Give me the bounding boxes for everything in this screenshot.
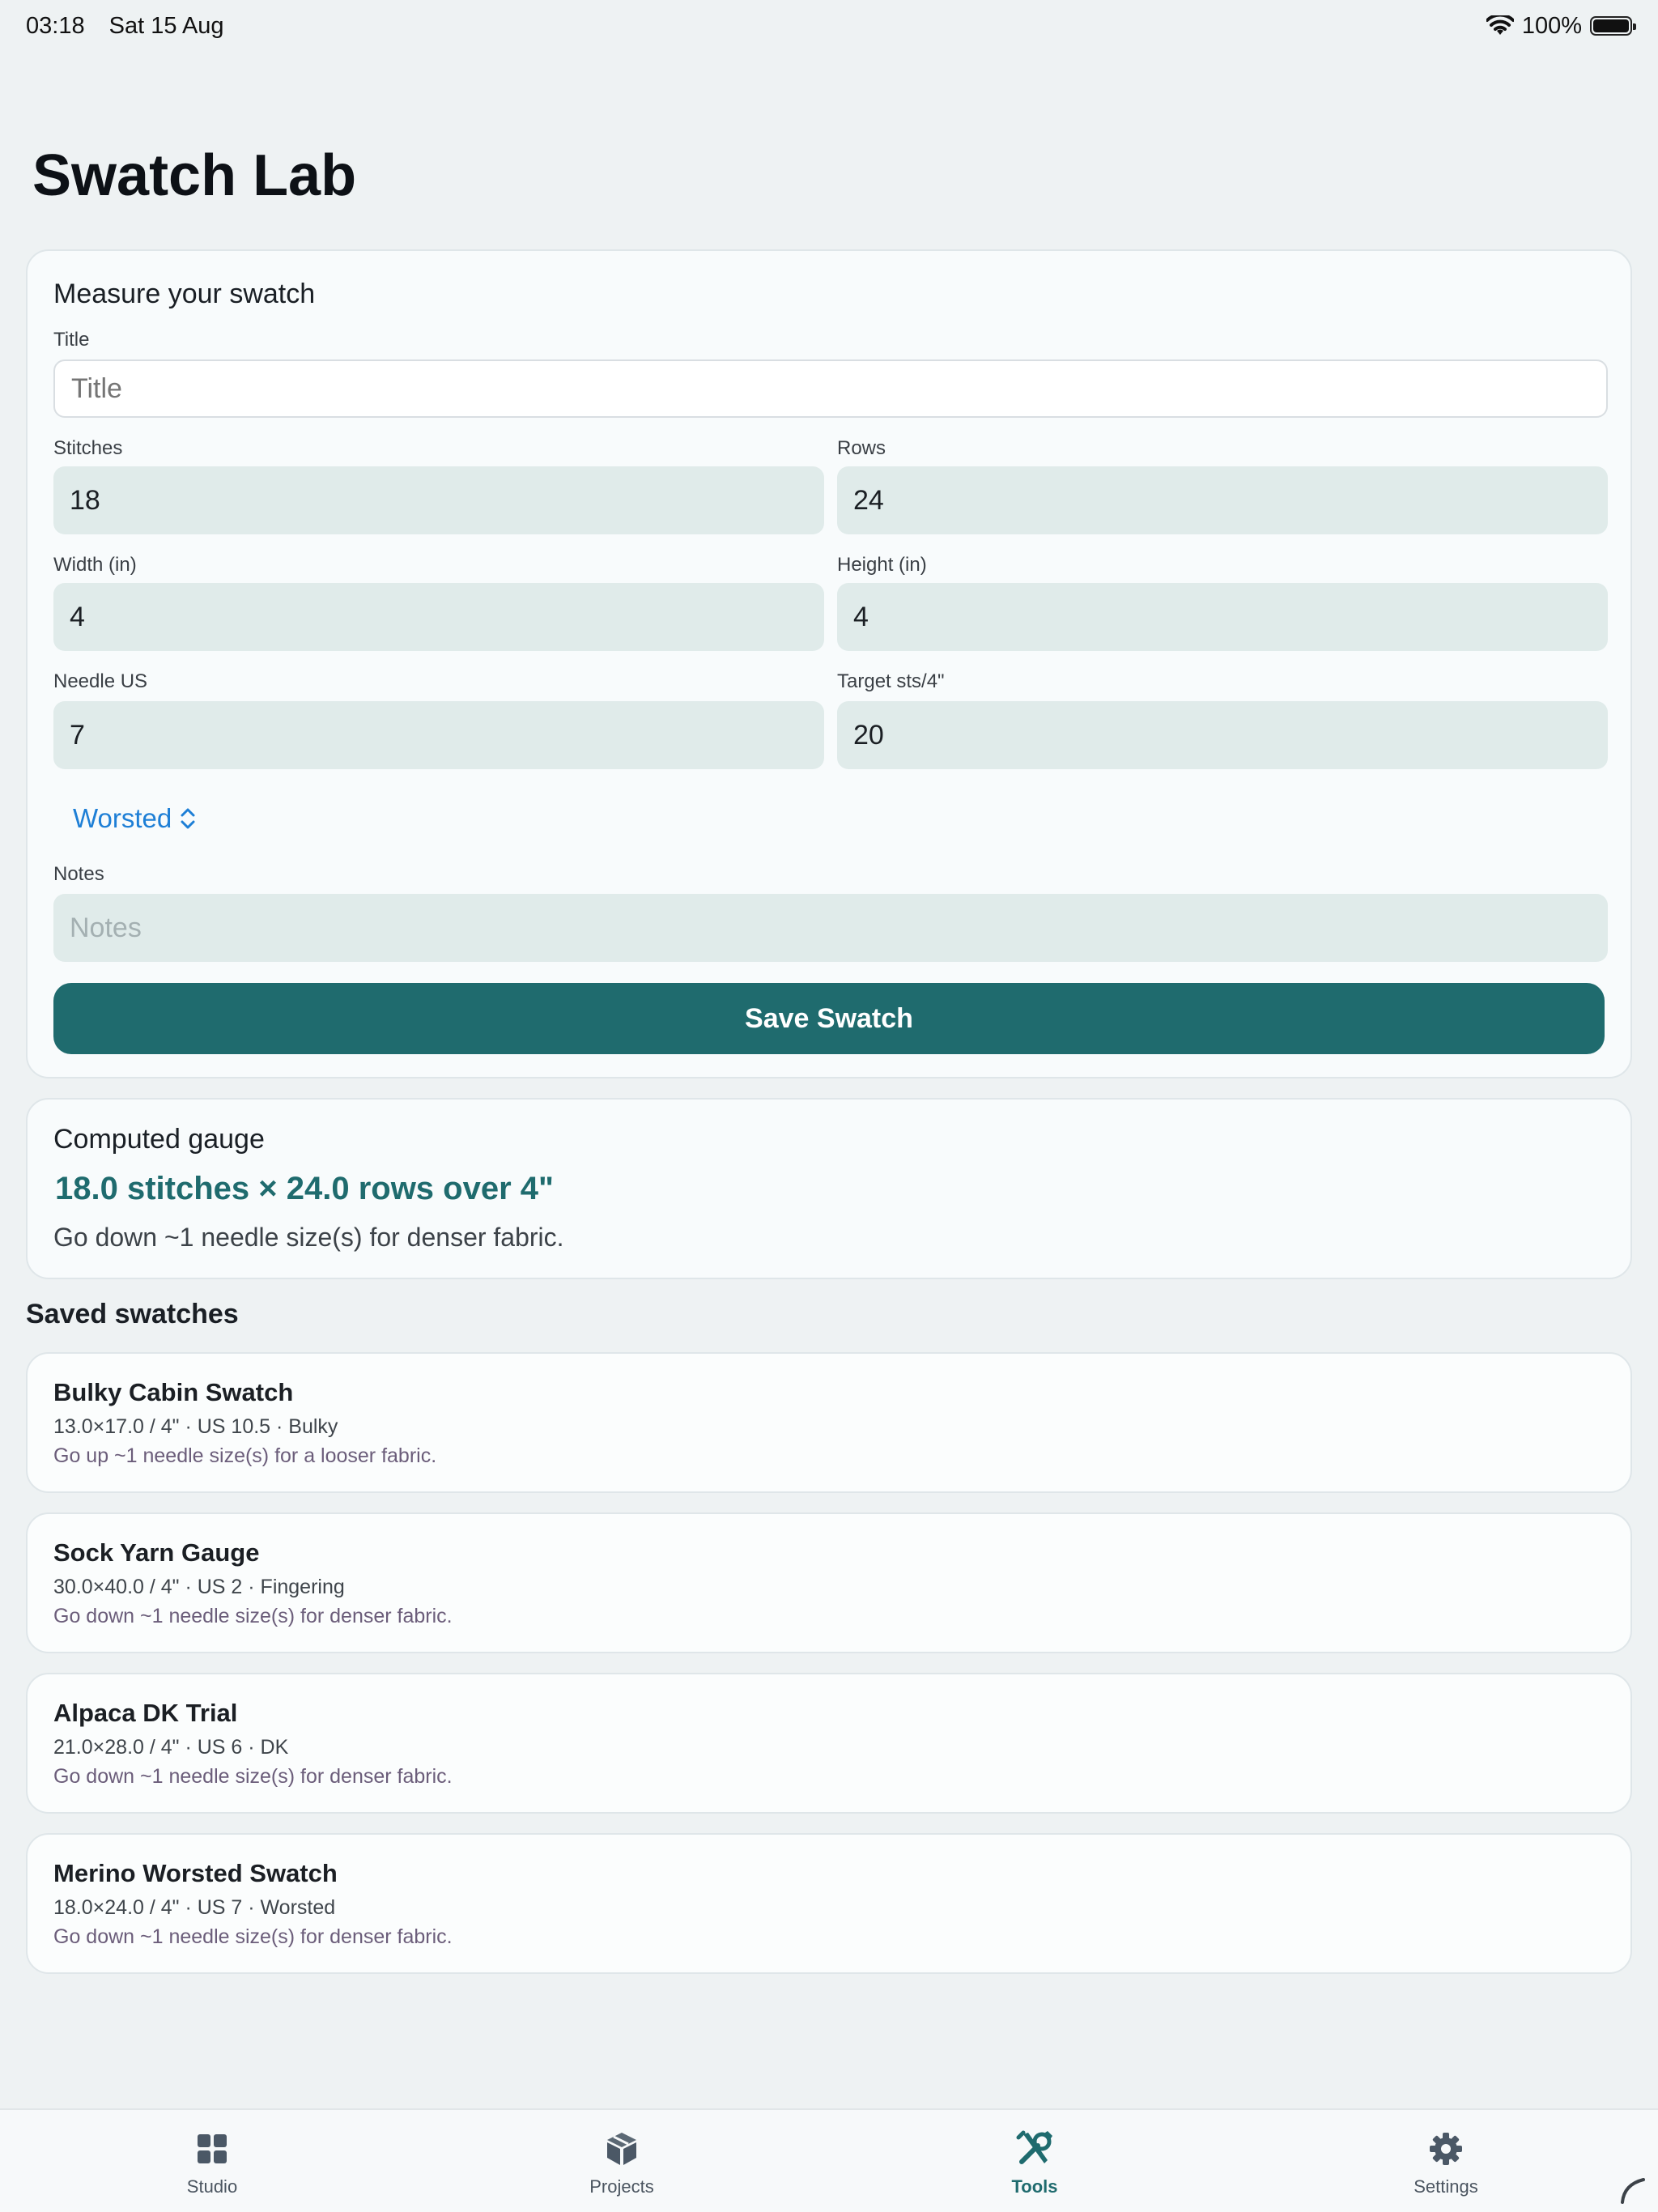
notes-placeholder: Notes	[70, 912, 142, 943]
tab-label: Studio	[186, 2176, 238, 2197]
wifi-icon	[1486, 15, 1514, 36]
stitches-input[interactable]	[53, 466, 824, 534]
battery-icon	[1590, 16, 1632, 36]
height-label: Height (in)	[837, 554, 927, 576]
title-input[interactable]	[53, 359, 1608, 418]
needle-input[interactable]	[53, 701, 824, 769]
tab-label: Projects	[589, 2176, 654, 2197]
swatch-meta: 13.0×17.0 / 4" · US 10.5 · Bulky	[53, 1415, 338, 1438]
swatch-meta: 30.0×40.0 / 4" · US 2 · Fingering	[53, 1576, 345, 1598]
width-label: Width (in)	[53, 554, 137, 576]
tab-label: Tools	[1011, 2176, 1058, 2197]
battery-fill	[1593, 19, 1629, 32]
target-value: 20	[853, 719, 884, 751]
swatch-name: Alpaca DK Trial	[53, 1699, 238, 1727]
rows-value: 24	[853, 484, 884, 516]
list-item[interactable]	[26, 1352, 1632, 1493]
page-title: Swatch Lab	[32, 143, 357, 208]
resize-handle-icon[interactable]	[1619, 2176, 1647, 2204]
width-value: 4	[70, 601, 85, 632]
gauge-result: 18.0 stitches × 24.0 rows over 4"	[55, 1171, 554, 1206]
rows-label: Rows	[837, 437, 886, 459]
target-input[interactable]	[837, 701, 1608, 769]
notes-label: Notes	[53, 863, 104, 885]
needle-label: Needle US	[53, 670, 148, 692]
gauge-advice: Go down ~1 needle size(s) for denser fabric.	[53, 1223, 564, 1252]
gauge-heading: Computed gauge	[53, 1124, 265, 1155]
tab-label: Settings	[1414, 2176, 1478, 2197]
rows-input[interactable]	[837, 466, 1608, 534]
swatch-advice: Go down ~1 needle size(s) for denser fabric.	[53, 1925, 453, 1948]
list-item[interactable]	[26, 1673, 1632, 1814]
swatch-name: Sock Yarn Gauge	[53, 1538, 260, 1567]
status-date: Sat 15 Aug	[108, 12, 224, 39]
notes-input[interactable]	[53, 894, 1608, 962]
tools-icon	[1015, 2129, 1054, 2168]
height-value: 4	[853, 601, 869, 632]
swatch-name: Merino Worsted Swatch	[53, 1859, 338, 1887]
status-left	[26, 13, 242, 40]
save-swatch-label: Save Swatch	[745, 1002, 913, 1034]
status-time: 03:18	[26, 12, 85, 39]
computed-gauge-card	[26, 1098, 1632, 1279]
yarn-weight-value: Worsted	[73, 803, 172, 833]
title-label: Title	[53, 329, 90, 351]
box-icon	[602, 2129, 641, 2168]
chevron-up-down-icon	[180, 806, 196, 831]
measure-heading: Measure your swatch	[53, 279, 316, 309]
status-right	[1486, 13, 1632, 40]
gear-icon	[1426, 2129, 1465, 2168]
list-item[interactable]	[26, 1833, 1632, 1974]
swatch-advice: Go up ~1 needle size(s) for a looser fabric.	[53, 1444, 437, 1467]
grid-icon	[193, 2129, 232, 2168]
tab-bar	[0, 2108, 1658, 2212]
swatch-meta: 21.0×28.0 / 4" · US 6 · DK	[53, 1736, 289, 1759]
swatch-advice: Go down ~1 needle size(s) for denser fabric.	[53, 1605, 453, 1627]
swatch-name: Bulky Cabin Swatch	[53, 1378, 294, 1406]
measure-swatch-card	[26, 249, 1632, 1078]
battery-percent: 100%	[1521, 12, 1582, 39]
stitches-value: 18	[70, 484, 100, 516]
needle-value: 7	[70, 719, 85, 751]
tab-settings[interactable]	[1365, 2110, 1527, 2212]
swatch-meta: 18.0×24.0 / 4" · US 7 · Worsted	[53, 1896, 336, 1919]
list-item[interactable]	[26, 1512, 1632, 1653]
status-bar	[0, 0, 1658, 52]
saved-swatches-title: Saved swatches	[26, 1299, 239, 1329]
stitches-label: Stitches	[53, 437, 123, 459]
height-input[interactable]	[837, 583, 1608, 651]
tab-tools[interactable]	[954, 2110, 1116, 2212]
save-swatch-button[interactable]	[53, 983, 1605, 1054]
swatch-advice: Go down ~1 needle size(s) for denser fabric.	[53, 1765, 453, 1788]
tab-studio[interactable]	[131, 2110, 293, 2212]
tab-projects[interactable]	[541, 2110, 703, 2212]
target-label: Target sts/4"	[837, 670, 945, 692]
yarn-weight-picker[interactable]	[73, 803, 196, 834]
width-input[interactable]	[53, 583, 824, 651]
